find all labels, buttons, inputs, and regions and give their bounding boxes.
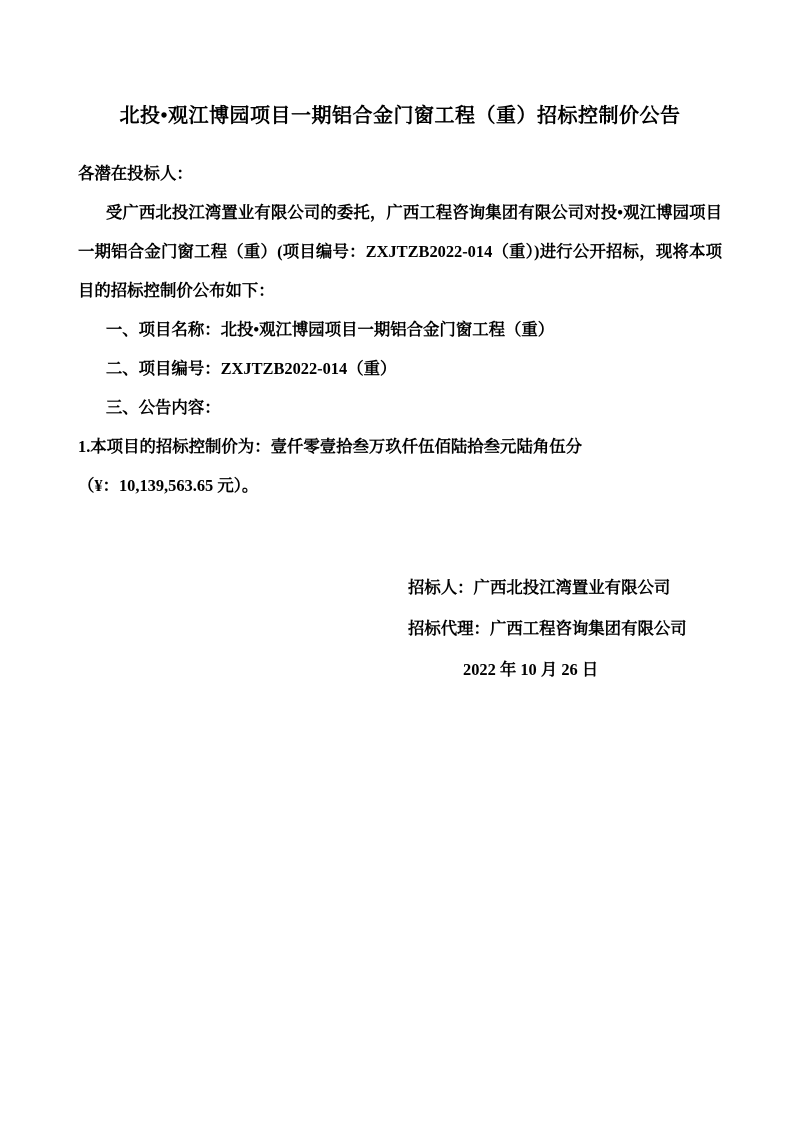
intro-paragraph: 受广西北投江湾置业有限公司的委托，广西工程咨询集团有限公司对投•观江博园项目一期铝合金门窗工程（重）(项目编号：ZXJTZB2022-014（重）)进行公开招标，现将本项目的招标控制价公布如下：: [78, 203, 722, 300]
item-project-name: 一、项目名称：北投•观江博园项目一期铝合金门窗工程（重）: [105, 320, 555, 339]
tenderer-line: 招标人：广西北投江湾置业有限公司: [408, 578, 671, 597]
item-project-number: 二、项目编号：ZXJTZB2022-014（重）: [105, 359, 397, 378]
item-announcement-content: 三、公告内容：: [105, 398, 221, 417]
signature-block: [408, 567, 722, 690]
document-title: 北投•观江博园项目一期铝合金门窗工程（重）招标控制价公告: [119, 105, 681, 127]
salutation-line: 各潜在投标人：: [78, 164, 193, 183]
price-in-figures-line: （¥：10,139,563.65 元）。: [78, 476, 259, 495]
tender-agent-line: 招标代理：广西工程咨询集团有限公司: [408, 619, 687, 638]
price-in-words-line: 1.本项目的招标控制价为：壹仟零壹拾叁万玖仟伍佰陆拾叁元陆角伍分: [78, 437, 583, 456]
date-line: 2022 年 10 月 26 日: [463, 660, 599, 679]
